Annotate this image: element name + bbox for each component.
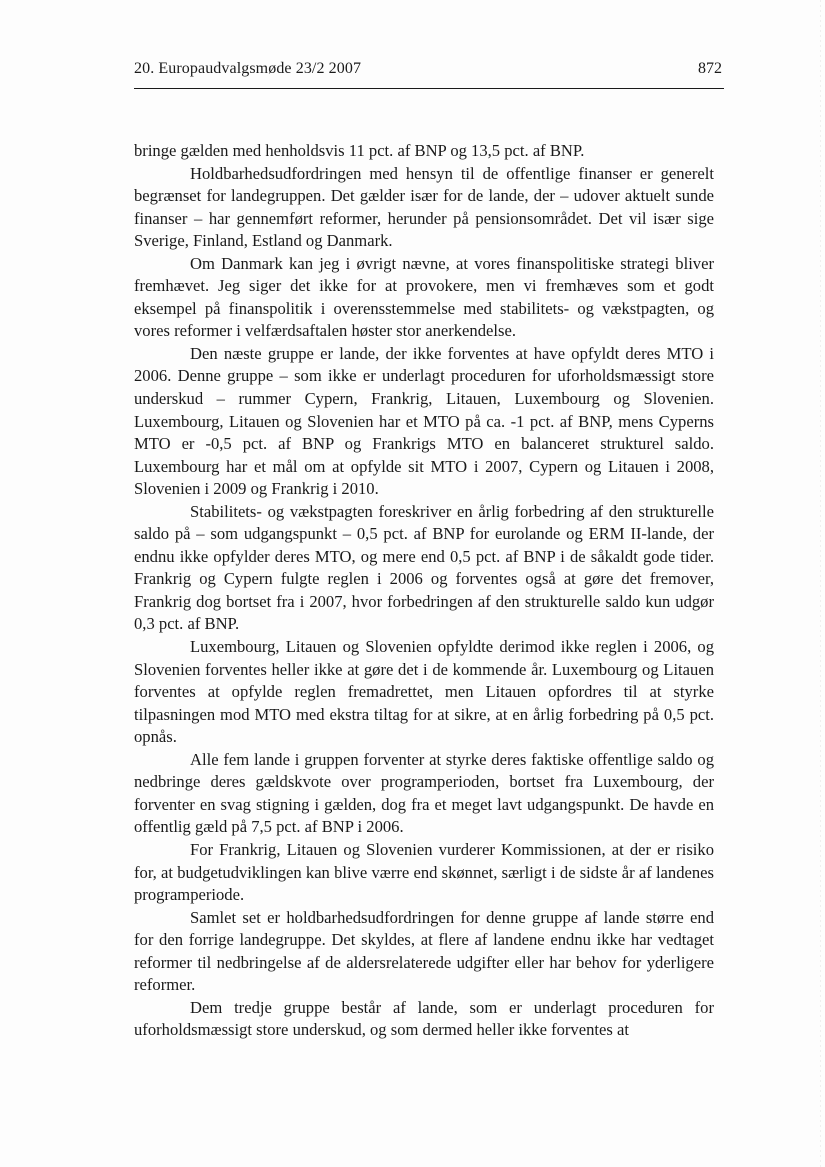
paragraph-luxembourg: Luxembourg, Litauen og Slovenien opfyldte derimod ikke reglen i 2006, og Slovenien forventes heller ikke at gøre det i de kommende år. Luxembourg og Litauen forventes at opfylde reglen fremadrettet, men Litauen opfordres til at styrke tilpasningen mod MTO med ekstra tiltag for at sikre, at en årlig forbedring på 0,5 pct. opnås. xyxy=(134,637,714,747)
paragraph-second-group: Den næste gruppe er lande, der ikke forventes at have opfyldt deres MTO i 2006. Denne gruppe – som ikke er underlagt proceduren for uforholdsmæssigt store underskud – rummer Cypern, Frankrig, Litauen, Luxembourg og Slovenien. Luxembourg, Litauen og Slovenien har et MTO på ca. -1 pct. af BNP, mens Cyperns MTO er -0,5 pct. af BNP og Frankrigs MTO en balanceret strukturel saldo. Luxembourg har et mål om at opfylde sit MTO i 2007, Cypern og Litauen i 2008, Slovenien i 2009 og Frankrig i 2010. xyxy=(134,343,714,499)
body-text xyxy=(134,140,714,1042)
paragraph-overall: Samlet set er holdbarhedsudfordringen for denne gruppe af lande større end for den forrige landegruppe. Det skyldes, at flere af landene endnu ikke har vedtaget reformer til nedbringelse af de aldersrelaterede udgifter eller har behov for yderligere reformer. xyxy=(134,907,714,995)
paragraph-risk: For Frankrig, Litauen og Slovenien vurderer Kommissionen, at der er risiko for, at budgetudviklingen kan blive værre end skønnet, særligt i de sidste år af landenes programperiode. xyxy=(134,839,714,905)
page-header xyxy=(134,60,722,86)
paragraph-sustainability: Holdbarhedsudfordringen med hensyn til de offentlige finanser er generelt begrænset for landegruppen. Det gælder især for de lande, der – udover aktuelt sunde finanser – har gennemført reformer, herunder på pensionsområdet. Det vil især sige Sverige, Finland, Estland og Danmark. xyxy=(134,163,714,251)
page-number: 872 xyxy=(698,60,722,77)
paragraph-denmark: Om Danmark kan jeg i øvrigt nævne, at vores finanspolitiske strategi bliver fremhævet. Jeg siger det ikke for at provokere, men vi fremhæves som et godt eksempel på finanspolitik i overensstemmelse med stabilitets- og vækstpagten, og vores reformer i velfærdsaftalen høster stor anerkendelse. xyxy=(134,253,714,341)
paragraph-third-group: Dem tredje gruppe består af lande, som er underlagt proceduren for uforholdsmæssigt store underskud, og som dermed heller ikke forventes at xyxy=(134,997,714,1040)
scan-edge-artifact xyxy=(820,0,821,1167)
paragraph-continuation: bringe gælden med henholdsvis 11 pct. af BNP og 13,5 pct. af BNP. xyxy=(134,141,585,160)
paragraph-stability-pact: Stabilitets- og vækstpagten foreskriver en årlig forbedring af den strukturelle saldo på – som udgangspunkt – 0,5 pct. af BNP for eurolande og ERM II-lande, der endnu ikke opfylder deres MTO, og mere end 0,5 pct. af BNP i de såkaldt gode tider. Frankrig og Cypern fulgte reglen i 2006 og forventes også at gøre det fremover, Frankrig dog bortset fra i 2007, hvor forbedringen af den strukturelle saldo kun udgør 0,3 pct. af BNP. xyxy=(134,501,714,634)
meeting-title: 20. Europaudvalgsmøde 23/2 2007 xyxy=(134,60,362,77)
paragraph-all-five: Alle fem lande i gruppen forventer at styrke deres faktiske offentlige saldo og nedbringe deres gældskvote over programperioden, bortset fra Luxembourg, der forventer en svag stigning i gælden, dog fra et meget lavt udgangspunkt. De havde en offentlig gæld på 7,5 pct. af BNP i 2006. xyxy=(134,749,714,837)
header-divider xyxy=(134,88,724,89)
